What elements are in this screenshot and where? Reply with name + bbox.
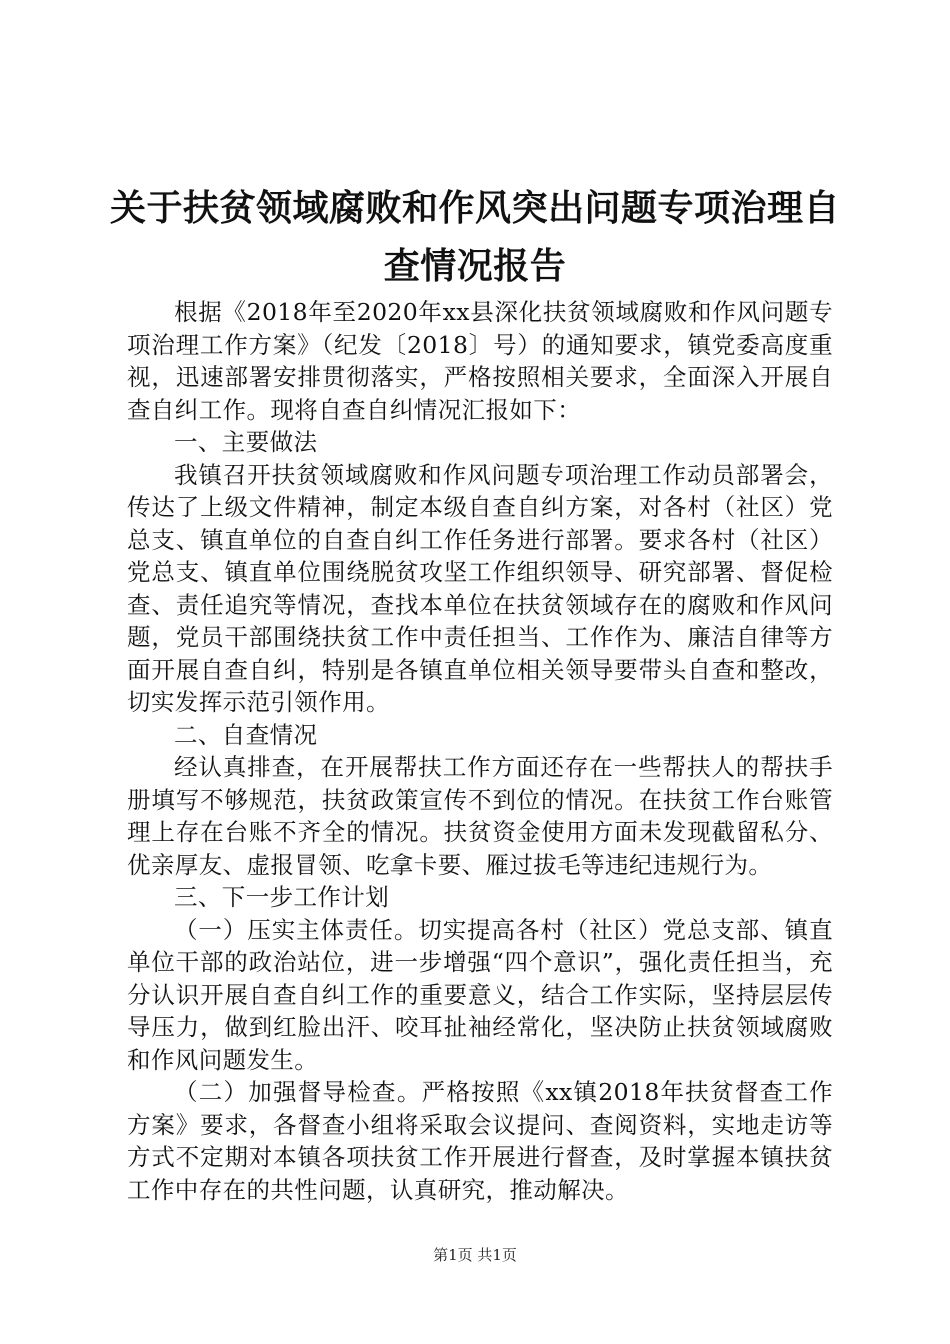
main-practices-paragraph: 我镇召开扶贫领域腐败和作风问题专项治理工作动员部署会，传达了上级文件精神，制定本级自查自纠方案，对各村（社区）党总支、镇直单位的自查自纠工作任务进行部署。要求各村（社区）党总支、镇直单位围绕脱贫攻坚工作组织领导、研究部署、督促检查、责任追究等情况，查找本单位在扶贫领域存在的腐败和作风问题，党员干部围绕扶贫工作中责任担当、工作作为、廉洁自律等方面开展自查自纠，特别是各镇直单位相关领导要带头自查和整改，切实发挥示范引领作用。 — [127, 460, 833, 716]
title-line-1: 关于扶贫领域腐败和作风突出问题专项治理自 — [110, 188, 841, 229]
title-line-2: 查情况报告 — [383, 246, 567, 287]
section-heading-main-practices: 一、主要做法 — [174, 428, 318, 456]
document-title — [110, 180, 840, 296]
document-body — [127, 296, 833, 1206]
intro-paragraph: 根据《2018年至2020年xx县深化扶贫领域腐败和作风问题专项治理工作方案》（纪发〔2018〕号）的通知要求，镇党委高度重视，迅速部署安排贯彻落实，严格按照相关要求，全面深入开展自查自纠工作。现将自查自纠情况汇报如下： — [127, 298, 833, 424]
page-number-footer: 第1页 共1页 — [433, 1246, 517, 1264]
section-heading-self-check: 二、自查情况 — [174, 720, 318, 749]
next-step-item-1: （一）压实主体责任。切实提高各村（社区）党总支部、镇直单位干部的政治站位，进一步增强“四个意识”，强化责任担当，充分认识开展自查自纠工作的重要意义，结合工作实际，坚持层层传导压力，做到红脸出汗、咬耳扯袖经常化，坚决防止扶贫领域腐败和作风问题发生。 — [127, 915, 833, 1074]
self-check-paragraph: 经认真排查，在开展帮扶工作方面还存在一些帮扶人的帮扶手册填写不够规范，扶贫政策宣传不到位的情况。在扶贫工作台账管理上存在台账不齐全的情况。扶贫资金使用方面未发现截留私分、优亲厚友、虚报冒领、吃拿卡要、雁过拔毛等违纪违规行为。 — [127, 753, 833, 879]
section-heading-next-steps: 三、下一步工作计划 — [174, 883, 390, 911]
next-step-item-2: （二）加强督导检查。严格按照《xx镇2018年扶贫督查工作方案》要求，各督查小组将采取会议提问、查阅资料，实地走访等方式不定期对本镇各项扶贫工作开展进行督查，及时掌握本镇扶贫工作中存在的共性问题，认真研究，推动解决。 — [127, 1078, 833, 1204]
